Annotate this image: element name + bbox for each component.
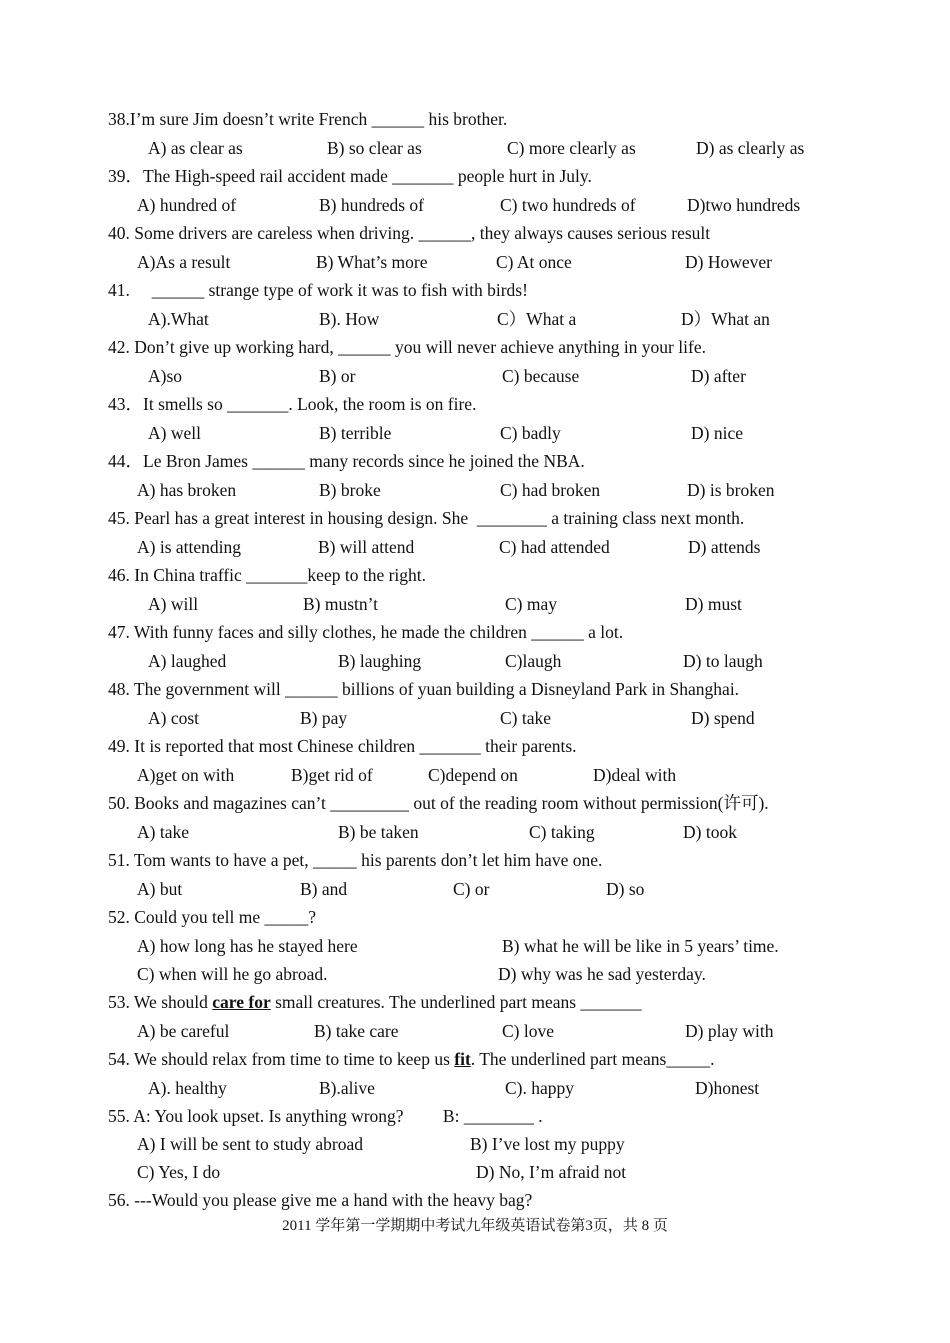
option: A) be careful: [137, 1021, 230, 1041]
stem-text: small creatures. The underlined part means _______: [270, 992, 642, 1012]
question-42: 42. Don’t give up working hard, ______ you will never achieve anything in your life.: [108, 337, 706, 357]
option: D)two hundreds: [687, 195, 801, 215]
option: D) attends: [688, 537, 761, 557]
option: D) after: [691, 366, 746, 386]
question-52: 52. Could you tell me _____?: [108, 907, 317, 927]
option: C). happy: [505, 1078, 575, 1098]
option: A) hundred of: [137, 195, 237, 215]
stem-text: . The underlined part means_____.: [470, 1049, 715, 1069]
stem-text: 53. We should: [108, 992, 213, 1012]
option: D) spend: [691, 708, 755, 728]
option: B) What’s more: [316, 252, 428, 272]
option: B) laughing: [338, 651, 422, 671]
question-45: 45. Pearl has a great interest in housing design. She ________ a training class next month.: [108, 508, 745, 528]
option: B) and: [300, 879, 348, 899]
option: C) two hundreds of: [500, 195, 636, 215]
option: B) mustn’t: [303, 594, 379, 614]
option: B) I’ve lost my puppy: [470, 1134, 625, 1154]
option: D) took: [683, 822, 737, 842]
option: B) terrible: [319, 423, 392, 443]
option: B) be taken: [338, 822, 419, 842]
option: A) as clear as: [148, 138, 243, 158]
option: A) I will be sent to study abroad: [137, 1134, 363, 1154]
option: C) more clearly as: [507, 138, 636, 158]
option: C) Yes, I do: [137, 1162, 221, 1182]
question-54: [108, 1049, 714, 1069]
question-55: 55. A: You look upset. Is anything wrong? B: ________ .: [108, 1106, 543, 1126]
question-38: 38.I’m sure Jim doesn’t write French ______ his brother.: [108, 109, 508, 129]
question-49: 49. It is reported that most Chinese children _______ their parents.: [108, 736, 577, 756]
question-48: 48. The government will ______ billions of yuan building a Disneyland Park in Shanghai.: [108, 679, 740, 699]
option: A) but: [137, 879, 183, 899]
option: A) will: [148, 594, 199, 614]
option: C) had attended: [499, 537, 610, 557]
option: D) to laugh: [683, 651, 763, 671]
option: A) cost: [148, 708, 200, 728]
option: A) laughed: [148, 651, 227, 671]
option: D) However: [685, 252, 772, 272]
option: B) or: [319, 366, 356, 386]
option: C) had broken: [500, 480, 601, 500]
option: C)laugh: [505, 651, 562, 671]
underlined-phrase: care for: [212, 992, 271, 1012]
option: C) love: [502, 1021, 555, 1041]
option: B) what he will be like in 5 years’ time.: [502, 936, 779, 956]
option: D)honest: [695, 1078, 760, 1098]
option: B). How: [319, 309, 380, 329]
question-44: 44．Le Bron James ______ many records since he joined the NBA.: [108, 451, 585, 471]
option: D) No, I’m afraid not: [476, 1162, 627, 1182]
option: D) why was he sad yesterday.: [498, 964, 706, 984]
option: B) will attend: [318, 537, 415, 557]
option: A) has broken: [137, 480, 237, 500]
question-43: 43．It smells so _______. Look, the room is on fire.: [108, 394, 477, 414]
option: C) taking: [529, 822, 595, 842]
option: C) because: [502, 366, 580, 386]
question-39: 39．The High-speed rail accident made _______ people hurt in July.: [108, 166, 592, 186]
option: A) how long has he stayed here: [137, 936, 358, 956]
option: B).alive: [319, 1078, 375, 1098]
option: A)get on with: [137, 765, 235, 785]
option: A) is attending: [137, 537, 242, 557]
option: B) so clear as: [327, 138, 422, 158]
question-51: 51. Tom wants to have a pet, _____ his parents don’t let him have one.: [108, 850, 603, 870]
page-footer: 2011 学年第一学期期中考试九年级英语试卷第3页，共 8 页: [282, 1218, 668, 1234]
question-46: 46. In China traffic _______keep to the right.: [108, 565, 427, 585]
option: D) play with: [685, 1021, 774, 1041]
option: C) At once: [496, 252, 572, 272]
option: D)deal with: [593, 765, 677, 785]
option: D）What an: [681, 309, 770, 329]
question-47: 47. With funny faces and silly clothes, he made the children ______ a lot.: [108, 622, 624, 642]
option: A) take: [137, 822, 189, 842]
option: A)so: [148, 366, 183, 386]
option: D) so: [606, 879, 645, 899]
option: A) well: [148, 423, 201, 443]
option: D) must: [685, 594, 742, 614]
question-41: 41. ______ strange type of work it was to fish with birds!: [108, 280, 528, 300]
option: B) pay: [300, 708, 348, 728]
stem-text: 54. We should relax from time to time to keep us: [108, 1049, 455, 1069]
option: D) is broken: [687, 480, 775, 500]
question-56: 56. ---Would you please give me a hand with the heavy bag?: [108, 1190, 533, 1210]
option: C) when will he go abroad.: [137, 964, 328, 984]
option: C) badly: [500, 423, 561, 443]
option: C）What a: [497, 309, 577, 329]
option: A).What: [148, 309, 209, 329]
option: B) hundreds of: [319, 195, 424, 215]
option: B) broke: [319, 480, 381, 500]
option: C)depend on: [428, 765, 518, 785]
option: B)get rid of: [291, 765, 373, 785]
underlined-word: fit: [454, 1049, 471, 1069]
question-40: 40. Some drivers are careless when driving. ______, they always causes serious result: [108, 223, 711, 243]
option: C) may: [505, 594, 558, 614]
option: C) or: [453, 879, 490, 899]
option: B) take care: [314, 1021, 399, 1041]
question-50: 50. Books and magazines can’t _________ out of the reading room without permission(许可).: [108, 793, 769, 813]
option: D) nice: [691, 423, 743, 443]
question-53: [108, 992, 642, 1012]
option: C) take: [500, 708, 552, 728]
option: D) as clearly as: [696, 138, 805, 158]
option: A)As a result: [137, 252, 231, 272]
option: A). healthy: [148, 1078, 227, 1098]
